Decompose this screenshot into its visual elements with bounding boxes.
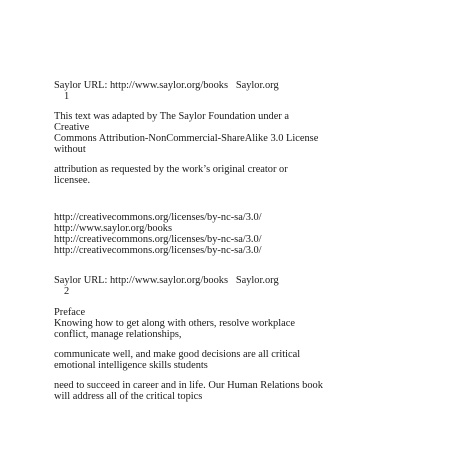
license-text-line: Creative bbox=[54, 122, 90, 133]
attribution-text-line: licensee. bbox=[54, 175, 91, 186]
page-header: Saylor URL: http://www.saylor.org/books Saylor.org bbox=[54, 80, 279, 91]
paragraph-line: need to succeed in career and in life. Our Human Relations book bbox=[54, 380, 323, 391]
license-text-line: Commons Attribution-NonCommercial-ShareAlike 3.0 License bbox=[54, 133, 319, 144]
page-number: 2 bbox=[64, 286, 70, 297]
section-title: Preface bbox=[54, 307, 86, 318]
license-link: http://creativecommons.org/licenses/by-nc-sa/3.0/ bbox=[54, 245, 262, 256]
license-link: http://creativecommons.org/licenses/by-nc-sa/3.0/ bbox=[54, 234, 262, 245]
paragraph-line: emotional intelligence skills students bbox=[54, 360, 208, 371]
license-text-line: This text was adapted by The Saylor Foundation under a bbox=[54, 111, 289, 122]
paragraph-line: Knowing how to get along with others, resolve workplace bbox=[54, 318, 295, 329]
saylor-books-link: http://www.saylor.org/books bbox=[54, 223, 173, 234]
license-link: http://creativecommons.org/licenses/by-nc-sa/3.0/ bbox=[54, 212, 262, 223]
paragraph-line: conflict, manage relationships, bbox=[54, 329, 182, 340]
paragraph-line: communicate well, and make good decisions are all critical bbox=[54, 349, 301, 360]
paragraph-line: will address all of the critical topics bbox=[54, 391, 203, 402]
page-header: Saylor URL: http://www.saylor.org/books Saylor.org bbox=[54, 275, 279, 286]
attribution-text-line: attribution as requested by the work’s original creator or bbox=[54, 164, 288, 175]
page-number: 1 bbox=[64, 91, 70, 102]
license-text-line: without bbox=[54, 144, 86, 155]
